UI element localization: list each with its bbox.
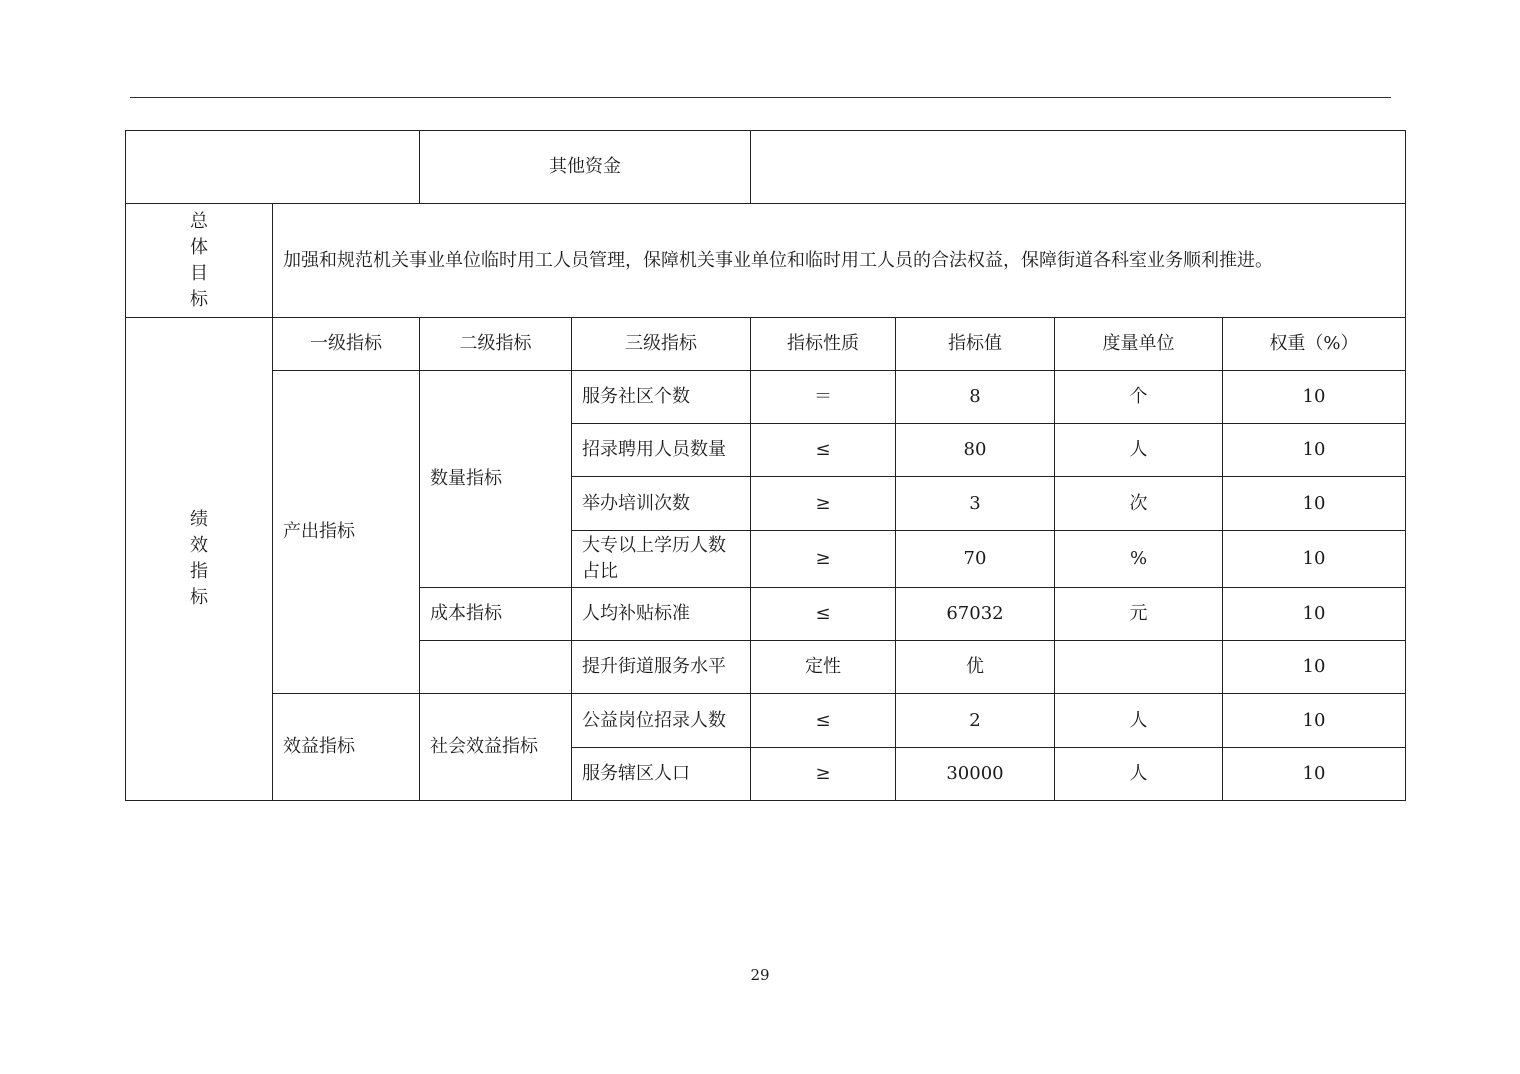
unit-cell: 人 xyxy=(1055,694,1223,748)
header-value: 指标值 xyxy=(896,318,1055,371)
table-row xyxy=(126,694,1406,748)
unit-cell: 元 xyxy=(1055,588,1223,641)
other-funds-row xyxy=(126,131,1406,204)
value-cell: 80 xyxy=(896,424,1055,477)
header-unit: 度量单位 xyxy=(1055,318,1223,371)
level1-output: 产出指标 xyxy=(273,371,420,694)
weight-cell: 10 xyxy=(1223,641,1406,694)
level3-cell: 公益岗位招录人数 xyxy=(572,694,751,748)
level3-cell: 服务社区个数 xyxy=(572,371,751,424)
overall-goal-label: 总 体 目 标 xyxy=(126,204,273,318)
level3-cell: 人均补贴标准 xyxy=(572,588,751,641)
level3-cell: 服务辖区人口 xyxy=(572,748,751,801)
weight-cell: 10 xyxy=(1223,371,1406,424)
weight-cell: 10 xyxy=(1223,748,1406,801)
weight-cell: 10 xyxy=(1223,531,1406,588)
blank-cell xyxy=(126,131,420,204)
level3-cell: 招录聘用人员数量 xyxy=(572,424,751,477)
value-cell: 67032 xyxy=(896,588,1055,641)
nature-cell: ≥ xyxy=(751,531,896,588)
header-rule xyxy=(130,97,1391,98)
level3-cell: 举办培训次数 xyxy=(572,477,751,531)
page-number: 29 xyxy=(750,966,770,984)
value-cell: 30000 xyxy=(896,748,1055,801)
level3-cell: 提升街道服务水平 xyxy=(572,641,751,694)
weight-cell: 10 xyxy=(1223,477,1406,531)
performance-goal-table xyxy=(125,130,1406,801)
header-nature: 指标性质 xyxy=(751,318,896,371)
header-weight: 权重（%） xyxy=(1223,318,1406,371)
weight-cell: 10 xyxy=(1223,588,1406,641)
unit-cell: 人 xyxy=(1055,424,1223,477)
weight-cell: 10 xyxy=(1223,694,1406,748)
value-cell: 优 xyxy=(896,641,1055,694)
nature-cell: 定性 xyxy=(751,641,896,694)
overall-goal-row xyxy=(126,204,1406,318)
level3-cell: 大专以上学历人数占比 xyxy=(572,531,751,588)
other-funds-label: 其他资金 xyxy=(420,131,751,204)
header-level3: 三级指标 xyxy=(572,318,751,371)
value-cell: 8 xyxy=(896,371,1055,424)
unit-cell: 人 xyxy=(1055,748,1223,801)
nature-cell: ≥ xyxy=(751,477,896,531)
nature-cell: ≤ xyxy=(751,424,896,477)
unit-cell: 个 xyxy=(1055,371,1223,424)
nature-cell: ≤ xyxy=(751,588,896,641)
level2-empty xyxy=(420,641,572,694)
header-row xyxy=(126,318,1406,371)
overall-goal-text: 加强和规范机关事业单位临时用工人员管理，保障机关事业单位和临时用工人员的合法权益，保障街道各科室业务顺利推进。 xyxy=(273,204,1406,318)
unit-cell xyxy=(1055,641,1223,694)
value-cell: 70 xyxy=(896,531,1055,588)
unit-cell: 次 xyxy=(1055,477,1223,531)
weight-cell: 10 xyxy=(1223,424,1406,477)
level1-benefit: 效益指标 xyxy=(273,694,420,801)
level2-cost: 成本指标 xyxy=(420,588,572,641)
nature-cell: ≥ xyxy=(751,748,896,801)
level2-social: 社会效益指标 xyxy=(420,694,572,801)
value-cell: 2 xyxy=(896,694,1055,748)
value-cell: 3 xyxy=(896,477,1055,531)
performance-indicator-label: 绩 效 指 标 xyxy=(126,318,273,801)
nature-cell: ＝ xyxy=(751,371,896,424)
header-level1: 一级指标 xyxy=(273,318,420,371)
level2-quantity: 数量指标 xyxy=(420,371,572,588)
nature-cell: ≤ xyxy=(751,694,896,748)
table-row xyxy=(126,371,1406,424)
header-level2: 二级指标 xyxy=(420,318,572,371)
unit-cell: % xyxy=(1055,531,1223,588)
other-funds-value xyxy=(751,131,1406,204)
